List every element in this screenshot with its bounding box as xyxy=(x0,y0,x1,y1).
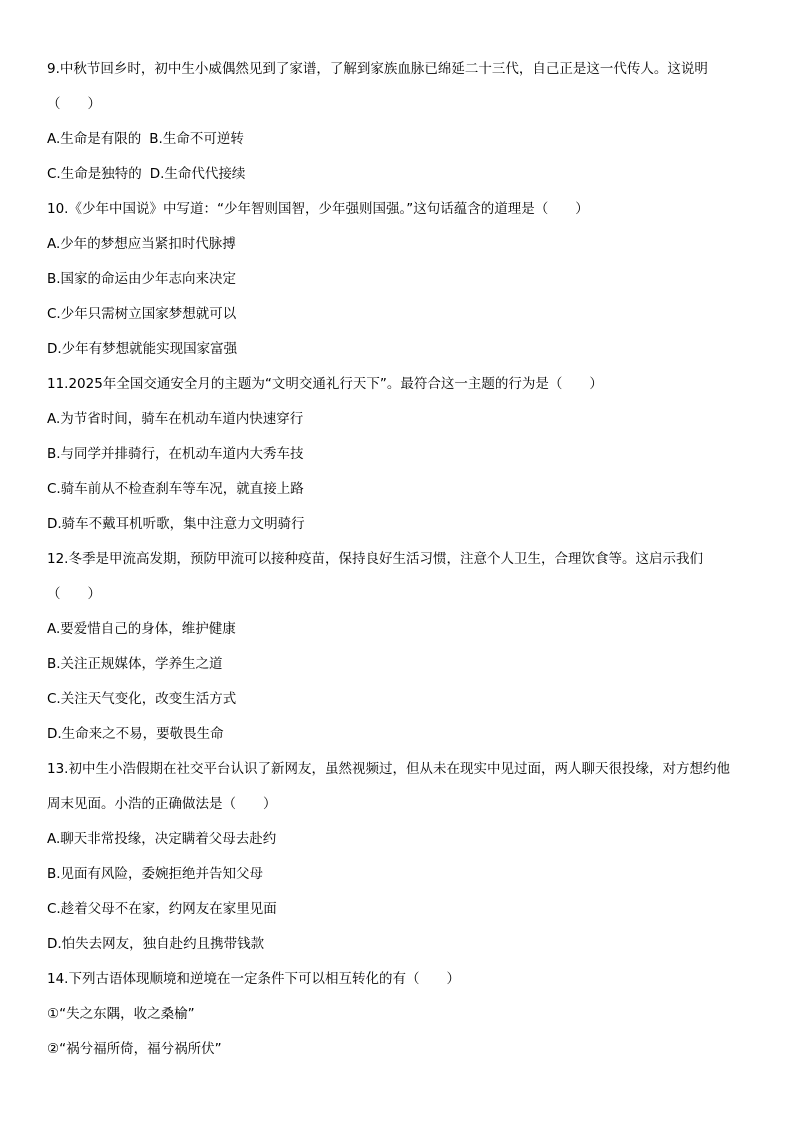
option-text: B.与同学并排骑行，在机动车道内大秀车技 xyxy=(47,446,304,462)
option-text: B.关注正规媒体，学养生之道 xyxy=(47,656,223,672)
option-row xyxy=(47,262,757,297)
option-row xyxy=(47,402,757,437)
option-row xyxy=(47,857,757,892)
option-text: B.生命不可逆转 xyxy=(149,131,244,147)
question-block xyxy=(47,542,757,752)
exam-page xyxy=(47,52,757,1067)
option-row xyxy=(47,927,757,962)
question-stem-line: 14.下列古语体现顺境和逆境在一定条件下可以相互转化的有（ ） xyxy=(47,971,460,987)
option-text: ①“失之东隅，收之桑榆” xyxy=(47,1006,195,1022)
question-stem-line: 10.《少年中国说》中写道：“少年智则国智，少年强则国强。”这句话蕴含的道理是（ ） xyxy=(47,201,589,217)
option-row xyxy=(47,1032,757,1067)
option-text: D.生命来之不易，要敬畏生命 xyxy=(47,726,224,742)
option-row xyxy=(47,332,757,367)
option-text: D.少年有梦想就能实现国家富强 xyxy=(47,341,238,357)
option-text: A.聊天非常投缘，决定瞒着父母去赴约 xyxy=(47,831,277,847)
option-row xyxy=(47,227,757,262)
option-row xyxy=(47,717,757,752)
option-row xyxy=(47,612,757,647)
question-block xyxy=(47,192,757,367)
option-row xyxy=(47,507,757,542)
option-text: D.骑车不戴耳机听歌，集中注意力文明骑行 xyxy=(47,516,305,532)
option-row xyxy=(47,997,757,1032)
option-row xyxy=(47,122,757,157)
option-row xyxy=(47,647,757,682)
question-stem-line: （ ） xyxy=(47,96,101,112)
question-block xyxy=(47,752,757,962)
option-text: D.怕失去网友，独自赴约且携带钱款 xyxy=(47,936,265,952)
option-text: A.少年的梦想应当紧扣时代脉搏 xyxy=(47,236,236,252)
question-stem-line: 12.冬季是甲流高发期，预防甲流可以接种疫苗，保持良好生活习惯，注意个人卫生，合理饮食等。这启示我们 xyxy=(47,551,703,567)
option-text: B.国家的命运由少年志向来决定 xyxy=(47,271,237,287)
option-text: C.少年只需树立国家梦想就可以 xyxy=(47,306,237,322)
option-text: A.为节省时间，骑车在机动车道内快速穿行 xyxy=(47,411,304,427)
question-block xyxy=(47,367,757,542)
option-text: A.要爱惜自己的身体，维护健康 xyxy=(47,621,236,637)
option-text: ②“祸兮福所倚，福兮祸所伏” xyxy=(47,1041,222,1057)
option-row xyxy=(47,822,757,857)
option-text: C.关注天气变化，改变生活方式 xyxy=(47,691,237,707)
question-stem-line: 11.2025年全国交通安全月的主题为“文明交通礼行天下”。最符合这一主题的行为是（ ） xyxy=(47,376,603,392)
option-row xyxy=(47,297,757,332)
option-text: C.骑车前从不检查刹车等车况，就直接上路 xyxy=(47,481,304,497)
question-block xyxy=(47,52,757,192)
question-stem-line: 9.中秋节回乡时，初中生小威偶然见到了家谱，了解到家族血脉已绵延二十三代，自己正是这一代传人。这说明 xyxy=(47,61,708,77)
option-text: B.见面有风险，委婉拒绝并告知父母 xyxy=(47,866,264,882)
option-row xyxy=(47,157,757,192)
option-text: A.生命是有限的 xyxy=(47,131,142,147)
option-text: C.生命是独特的 xyxy=(47,166,142,182)
option-row xyxy=(47,472,757,507)
option-row xyxy=(47,682,757,717)
question-stem-line: 周末见面。小浩的正确做法是（ ） xyxy=(47,796,277,812)
option-text: D.生命代代接续 xyxy=(149,166,246,182)
question-stem-line: 13.初中生小浩假期在社交平台认识了新网友，虽然视频过，但从未在现实中见过面，两人聊天很投缘，对方想约他 xyxy=(47,761,730,777)
option-row xyxy=(47,437,757,472)
option-row xyxy=(47,892,757,927)
question-stem-line: （ ） xyxy=(47,586,101,602)
option-text: C.趁着父母不在家，约网友在家里见面 xyxy=(47,901,277,917)
question-block xyxy=(47,962,757,1067)
